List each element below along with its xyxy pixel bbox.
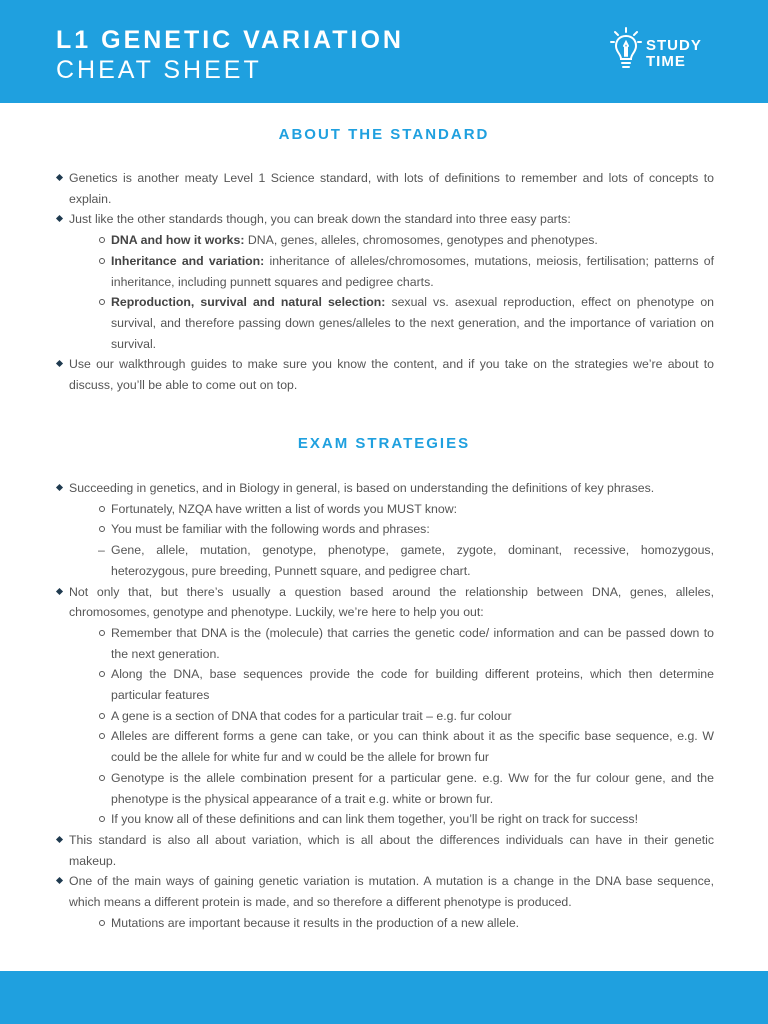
about-heading: ABOUT THE STANDARD	[278, 126, 490, 143]
list-item: This standard is also all about variation, which is all about the differences individuals can have in their genetic makeup.	[56, 830, 714, 871]
list-item: Use our walkthrough guides to make sure you know the content, and if you take on the strategies we’re about to discuss, you’ll be able to come out on top.	[56, 354, 714, 395]
list-item: One of the main ways of gaining genetic variation is mutation. A mutation is a change in the DNA base sequence, which means a different protein is made, and so therefore a different phenotype is produced. Mutations are important because it results in the production of a new allele.	[56, 871, 714, 933]
header-banner	[0, 0, 768, 103]
list-item: DNA and how it works: DNA, genes, alleles, chromosomes, genotypes and phenotypes.	[98, 230, 714, 251]
list-item: Along the DNA, base sequences provide the code for building different proteins, which then determine particular features	[98, 664, 714, 705]
list-item: A gene is a section of DNA that codes for a particular trait – e.g. fur colour	[98, 706, 714, 727]
list-item: Just like the other standards though, you can break down the standard into three easy parts: DNA and how it works: DNA, genes, alleles, chromosomes, genotypes and phenotypes. Inheritance and variation: inheritance of alleles/chromosomes, mutations, meiosis, fertilisation; patterns of inheritance, including punnett squares and pedigree charts. Reproduction, survival and natural selection: sexual vs. asexual reproduction, effect on phenotype on survival, and therefore passing down genes/alleles to the next generation, and the importance of variation on survival.	[56, 209, 714, 354]
about-section	[56, 168, 714, 396]
list-item: Remember that DNA is the (molecule) that carries the genetic code/ information and can be passed down to the next generation.	[98, 623, 714, 664]
list-item: You must be familiar with the following words and phrases:	[98, 519, 714, 540]
page-subtitle: CHEAT SHEET	[56, 56, 262, 84]
list-item: Genotype is the allele combination present for a particular gene. e.g. Ww for the fur colour gene, and the phenotype is the physical appearance of a trait e.g. white or brown fur.	[98, 768, 714, 809]
list-item: Reproduction, survival and natural selection: sexual vs. asexual reproduction, effect on phenotype on survival, and therefore passing down genes/alleles to the next generation, and the importance of variation on survival.	[98, 292, 714, 354]
exam-section	[56, 478, 714, 933]
list-item: Genetics is another meaty Level 1 Science standard, with lots of definitions to remember and lots of concepts to explain.	[56, 168, 714, 209]
exam-heading: EXAM STRATEGIES	[297, 435, 471, 452]
logo-text-line2: TIME	[646, 53, 686, 70]
footer-banner	[0, 971, 768, 1024]
list-item: – Gene, allele, mutation, genotype, phenotype, gamete, zygote, dominant, recessive, homozygous, heterozygous, pure breeding, Punnett square, and pedigree chart.	[98, 540, 714, 581]
list-item: Inheritance and variation: inheritance of alleles/chromosomes, mutations, meiosis, fertilisation; patterns of inheritance, including punnett squares and pedigree charts.	[98, 251, 714, 292]
study-time-logo	[610, 26, 720, 76]
list-item: Alleles are different forms a gene can take, or you can think about it as the specific base sequence, e.g. W could be the allele for white fur and w could be the allele for brown fur	[98, 726, 714, 767]
list-item: Mutations are important because it results in the production of a new allele.	[98, 913, 714, 934]
list-item: If you know all of these definitions and can link them together, you’ll be right on track for success!	[98, 809, 714, 830]
list-item: Fortunately, NZQA have written a list of words you MUST know:	[98, 499, 714, 520]
list-item: Succeeding in genetics, and in Biology in general, is based on understanding the definitions of key phrases. Fortunately, NZQA have written a list of words you MUST know: You must be familiar with the following words and phrases: – Gene, allele, mutation, genotype, phenotype, gamete, zygote, dominant, recessive, homozygous, heterozygous, pure breeding, Punnett square, and pedigree chart.	[56, 478, 714, 582]
logo-text-line1: STUDY	[646, 37, 702, 54]
lightbulb-icon	[610, 26, 642, 76]
page-title: L1 GENETIC VARIATION	[56, 26, 404, 54]
list-item: Not only that, but there’s usually a question based around the relationship between DNA, genes, alleles, chromosomes, genotype and phenotype. Luckily, we’re here to help you out: Remember that DNA is the (molecule) that carries the genetic code/ information and can be passed down to the next generation. Along the DNA, base sequences provide the code for building different proteins, which then determine particular features A gene is a section of DNA that codes for a particular trait – e.g. fur colour Alleles are different forms a gene can take, or you can think about it as the specific base sequence, e.g. W could be the allele for white fur and w could be the allele for brown fur Genotype is the allele combination present for a particular gene. e.g. Ww for the fur colour gene, and the phenotype is the physical appearance of a trait e.g. white or brown fur. If you know all of these definitions and can link them together, you’ll be right on track for success!	[56, 582, 714, 830]
